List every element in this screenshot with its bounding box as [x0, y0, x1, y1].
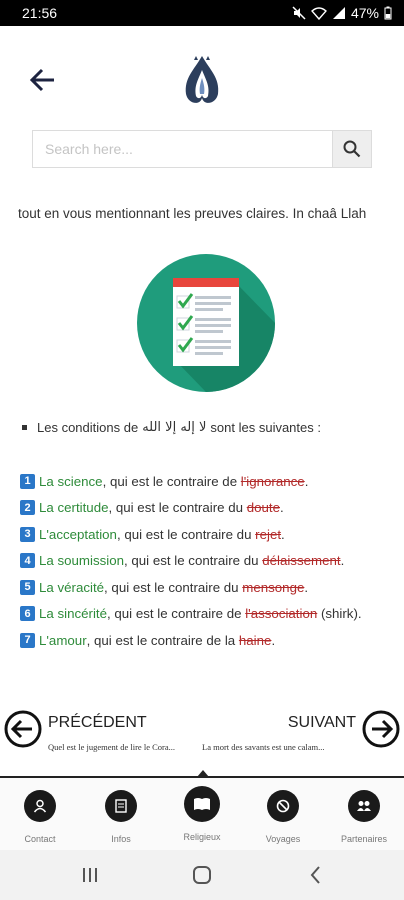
back-arrow-icon[interactable] [26, 64, 60, 96]
search-input[interactable] [33, 131, 332, 167]
previous-article-title[interactable]: Quel est le jugement de lire le Cora... [48, 742, 175, 752]
search-icon [343, 140, 361, 158]
bottom-navigation [0, 776, 404, 850]
bullet-marker [22, 425, 27, 430]
condition-opposite: délaissement [262, 553, 341, 569]
condition-middle: , qui est le contraire du [108, 500, 247, 516]
condition-opposite: rejet [255, 526, 282, 542]
number-badge: 5 [20, 580, 35, 595]
number-badge: 2 [20, 500, 35, 515]
condition-suffix: (shirk). [317, 606, 362, 622]
next-arrow-icon[interactable] [362, 710, 400, 748]
next-article-title[interactable]: La mort des savants est une calam... [202, 742, 325, 752]
condition-item [20, 574, 400, 601]
condition-item [20, 495, 400, 522]
handshake-icon [348, 790, 380, 822]
status-time: 21:56 [22, 5, 58, 21]
number-badge: 1 [20, 474, 35, 489]
condition-opposite: mensonge [242, 579, 305, 595]
nav-infos[interactable] [81, 786, 161, 848]
condition-suffix: . [271, 632, 276, 648]
no-sign-icon [267, 790, 299, 822]
condition-item [20, 468, 400, 495]
previous-arrow-icon[interactable] [4, 710, 42, 748]
app-logo [176, 52, 228, 108]
nav-partenaires[interactable] [324, 786, 404, 848]
condition-opposite: doute [246, 500, 280, 516]
nav-label: Infos [111, 834, 131, 844]
next-label[interactable]: SUIVANT [287, 714, 356, 731]
active-tab-pointer [197, 770, 209, 777]
recent-apps-icon[interactable] [78, 864, 102, 886]
condition-term: La soumission [39, 553, 124, 569]
condition-opposite: l'ignorance [240, 473, 305, 489]
article-content [0, 196, 404, 680]
previous-label[interactable]: PRÉCÉDENT [48, 714, 147, 731]
condition-middle: , qui est le contraire de [107, 606, 246, 622]
checklist-illustration [137, 254, 275, 392]
condition-suffix: . [304, 579, 309, 595]
person-icon [24, 790, 56, 822]
condition-middle: , qui est le contraire du [124, 553, 263, 569]
condition-item [20, 548, 400, 575]
condition-item [20, 601, 400, 628]
system-navigation-bar [0, 850, 404, 900]
condition-term: La science [39, 473, 103, 489]
conditions-intro [22, 420, 321, 435]
condition-suffix: . [340, 553, 345, 569]
wifi-icon [311, 6, 327, 20]
condition-term: L'amour [39, 632, 87, 648]
condition-middle: , qui est le contraire du [104, 579, 243, 595]
number-badge: 6 [20, 606, 35, 621]
status-bar [0, 0, 404, 26]
battery-level: 47% [350, 5, 379, 21]
article-pager [0, 700, 404, 772]
conditions-intro-arabic: لا إله إلا الله [142, 420, 207, 435]
condition-opposite: haine [238, 632, 272, 648]
condition-suffix: . [279, 500, 284, 516]
document-icon [105, 790, 137, 822]
intro-text: tout en vous mentionnant les preuves claires. In chaâ Llah [18, 206, 367, 221]
battery-icon [384, 6, 392, 20]
system-back-icon[interactable] [304, 864, 328, 886]
nav-label: Contact [24, 834, 56, 844]
condition-item [20, 521, 400, 548]
nav-religieux[interactable] [162, 786, 242, 848]
condition-suffix: . [304, 473, 309, 489]
condition-suffix: . [281, 526, 285, 542]
nav-contact[interactable] [0, 786, 80, 848]
conditions-intro-before: Les conditions de [37, 420, 139, 435]
signal-icon [332, 6, 346, 20]
condition-item [20, 627, 400, 654]
status-icons [292, 5, 392, 21]
condition-opposite: l'association [245, 606, 318, 622]
search-bar [32, 130, 372, 168]
nav-label: Partenaires [340, 834, 388, 844]
condition-term: La certitude [39, 500, 109, 516]
condition-middle: , qui est le contraire de la [86, 632, 239, 648]
condition-term: La sincérité [39, 606, 107, 622]
condition-term: L'acceptation [39, 526, 117, 542]
nav-label: Voyages [265, 834, 301, 844]
conditions-intro-after: sont les suivantes : [210, 420, 321, 435]
number-badge: 4 [20, 553, 35, 568]
number-badge: 3 [20, 527, 35, 542]
app-header [0, 26, 404, 196]
search-button[interactable] [332, 131, 371, 167]
home-icon[interactable] [190, 864, 214, 886]
nav-label: Religieux [183, 832, 221, 842]
nav-voyages[interactable] [243, 786, 323, 848]
conditions-list [20, 468, 400, 654]
book-icon [184, 786, 220, 822]
condition-middle: , qui est le contraire du [116, 526, 256, 542]
condition-middle: , qui est le contraire de [102, 473, 241, 489]
number-badge: 7 [20, 633, 35, 648]
condition-term: La véracité [39, 579, 105, 595]
mute-icon [292, 6, 306, 20]
